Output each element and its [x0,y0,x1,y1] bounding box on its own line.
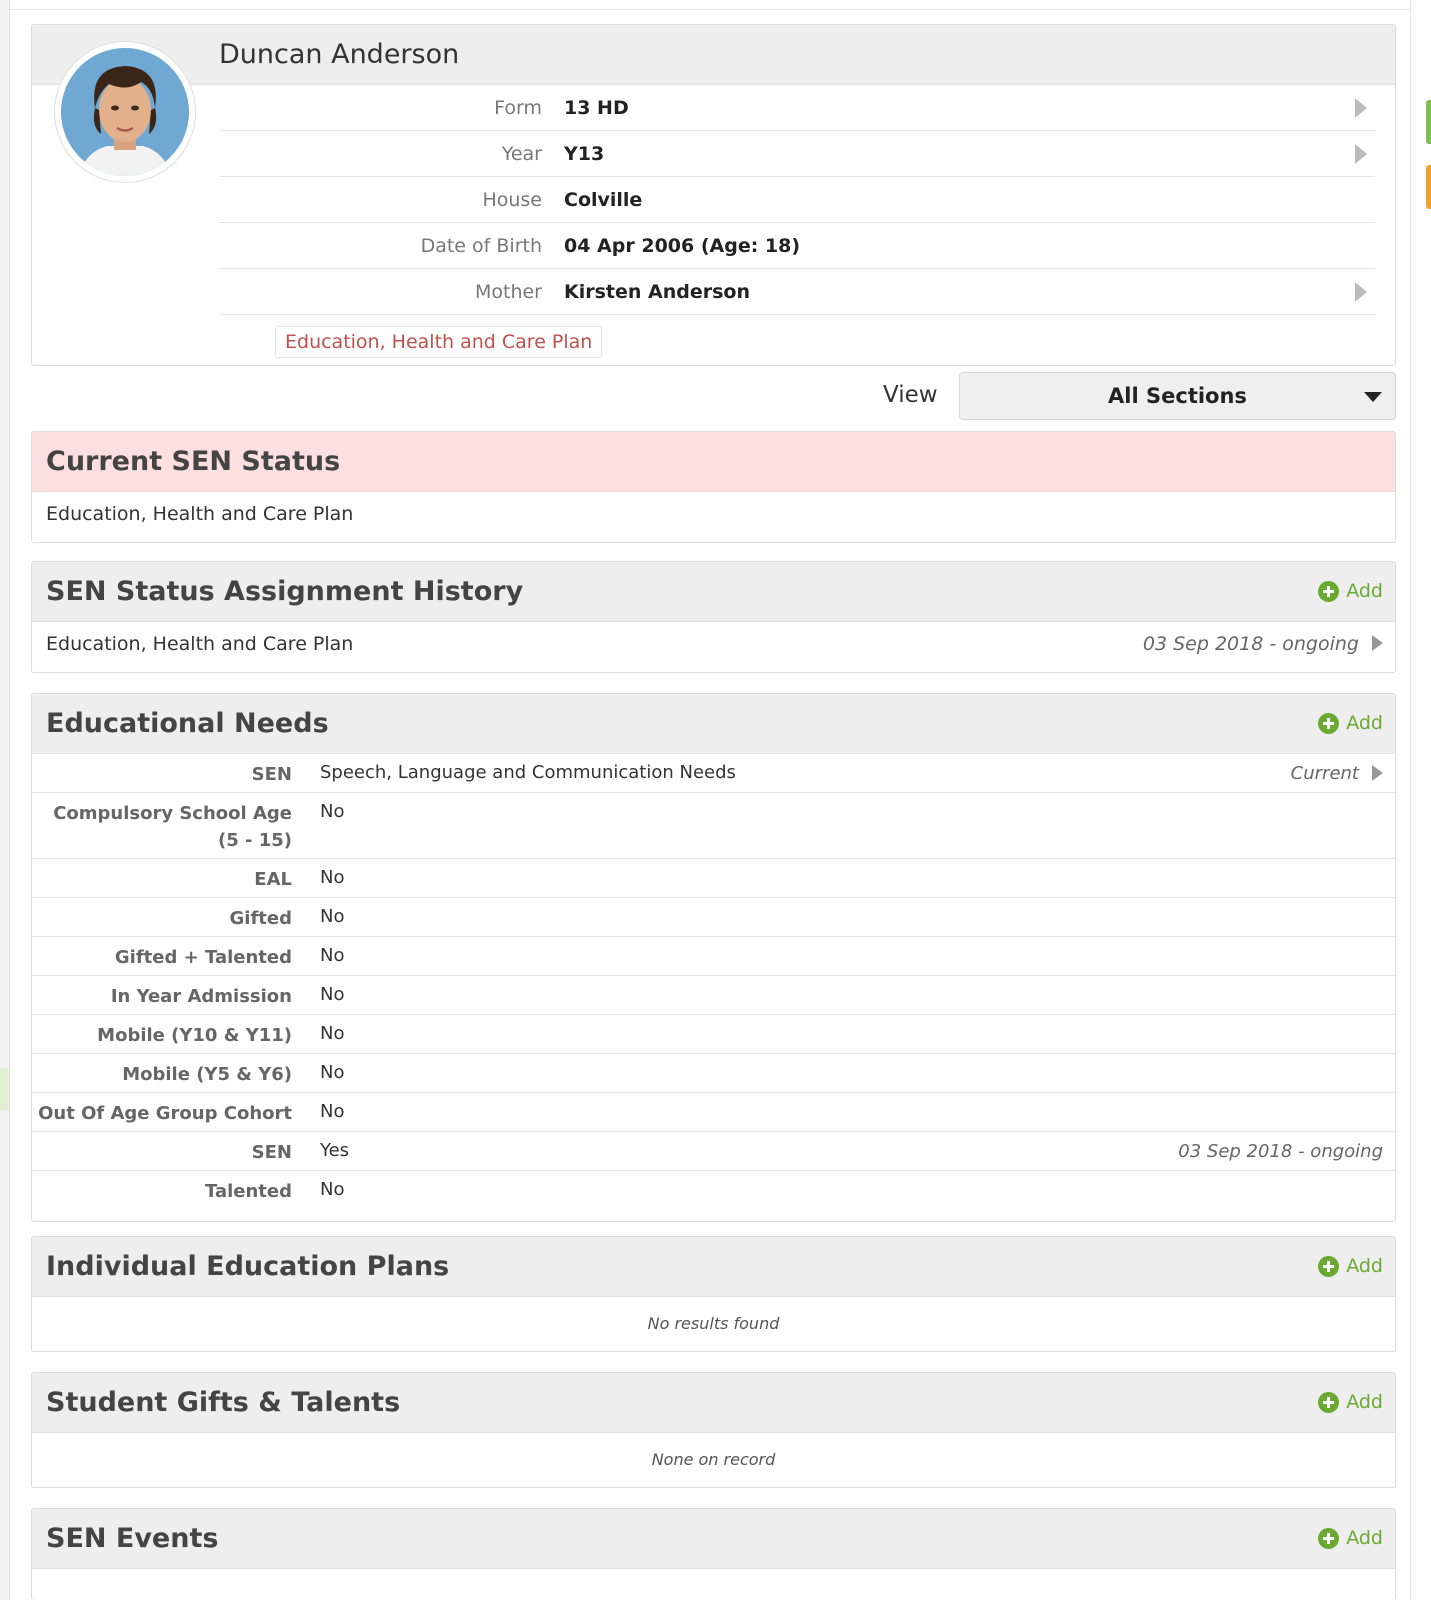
detail-row-form[interactable] [219,85,1375,131]
detail-label: Form [494,96,542,119]
add-label: Add [1346,1391,1383,1413]
add-educational-need-button[interactable] [1318,712,1383,734]
panel-header [32,562,1395,622]
need-value: Yes [320,1140,350,1161]
gifts-talents-panel [31,1372,1396,1488]
student-profile-card [31,24,1396,366]
student-details [219,85,1375,315]
add-label: Add [1346,712,1383,734]
sen-history-row[interactable] [32,622,1395,672]
educational-needs-panel [31,693,1396,1222]
detail-label: Year [501,142,542,165]
need-value: No [320,984,345,1005]
table-row [32,1093,1395,1132]
view-bar [31,372,1396,420]
table-row [32,1171,1395,1221]
student-avatar [54,41,196,183]
panel-header [32,432,1395,492]
need-label: Compulsory School Age (5 - 15) [53,803,292,851]
need-value: No [320,1179,345,1200]
sen-events-panel [31,1508,1396,1600]
add-gift-talent-button[interactable] [1318,1391,1383,1413]
add-label: Add [1346,580,1383,602]
current-sen-panel [31,431,1396,543]
need-label: SEN [251,764,292,785]
need-value: No [320,1062,345,1083]
panel-title: Current SEN Status [46,446,341,477]
top-divider [10,0,1410,10]
needs-table [32,754,1395,1221]
left-edge-marker [0,1068,8,1110]
ehcp-badge: Education, Health and Care Plan [275,326,602,358]
chevron-right-icon[interactable] [1355,144,1367,164]
right-edge-strip [1410,0,1431,1600]
caret-down-icon [1364,392,1382,402]
add-label: Add [1346,1255,1383,1277]
panel-title: Individual Education Plans [46,1251,450,1282]
table-row [32,937,1395,976]
detail-row-year[interactable] [219,131,1375,177]
plus-circle-icon [1318,713,1339,734]
add-sen-history-button[interactable] [1318,580,1383,602]
detail-value: 04 Apr 2006 (Age: 18) [564,234,801,257]
student-photo [61,48,189,176]
detail-label: House [482,188,542,211]
panel-title: SEN Events [46,1523,219,1554]
view-selected-value: All Sections [1108,384,1247,408]
need-label: Mobile (Y5 & Y6) [122,1064,292,1085]
need-value: No [320,945,345,966]
empty-message: None on record [651,1450,776,1469]
table-row[interactable] [32,754,1395,793]
table-row [32,1015,1395,1054]
panel-header [32,1509,1395,1569]
table-row [32,976,1395,1015]
plus-circle-icon [1318,581,1339,602]
chevron-right-icon[interactable] [1372,765,1383,781]
plus-circle-icon [1318,1256,1339,1277]
main-content [31,24,1396,1554]
need-status: Current [1290,763,1359,784]
detail-label: Mother [474,280,542,303]
sen-history-dates: 03 Sep 2018 - ongoing [1142,633,1359,655]
table-row [32,898,1395,937]
iep-panel [31,1236,1396,1352]
table-row [32,1054,1395,1093]
plus-circle-icon [1318,1528,1339,1549]
plus-circle-icon [1318,1392,1339,1413]
chevron-right-icon[interactable] [1372,635,1383,651]
need-label: Gifted [229,908,292,929]
detail-row-dob [219,223,1375,269]
current-sen-value: Education, Health and Care Plan [46,503,354,525]
panel-header [32,1237,1395,1297]
need-value: No [320,1023,345,1044]
view-label: View [883,382,938,408]
need-value: No [320,867,345,888]
table-row [32,859,1395,898]
add-iep-button[interactable] [1318,1255,1383,1277]
need-label: Talented [205,1181,292,1202]
empty-message: No results found [647,1314,780,1333]
detail-value: Y13 [564,142,605,165]
need-dates: 03 Sep 2018 - ongoing [1178,1141,1383,1162]
need-value: No [320,1101,345,1122]
detail-value: Colville [564,188,643,211]
orange-side-tab[interactable] [1426,165,1431,209]
add-sen-event-button[interactable] [1318,1527,1383,1549]
detail-value: 13 HD [564,96,629,119]
need-label: Out Of Age Group Cohort [38,1103,292,1124]
detail-row-mother[interactable] [219,269,1375,315]
table-row [32,1132,1395,1171]
green-side-tab[interactable] [1426,100,1431,144]
sen-history-panel [31,561,1396,673]
detail-row-house [219,177,1375,223]
need-value: No [320,906,345,927]
student-name: Duncan Anderson [219,39,460,70]
panel-header [32,1373,1395,1433]
panel-title: Educational Needs [46,708,329,739]
left-edge-strip [0,0,10,1600]
need-value: Speech, Language and Communication Needs [320,762,736,783]
table-row [32,793,1395,859]
sen-history-value: Education, Health and Care Plan [46,633,354,655]
need-label: EAL [254,869,292,890]
chevron-right-icon[interactable] [1355,98,1367,118]
detail-value: Kirsten Anderson [564,280,751,303]
add-label: Add [1346,1527,1383,1549]
need-label: In Year Admission [110,986,292,1007]
need-label: Gifted + Talented [114,947,292,968]
detail-label: Date of Birth [420,234,542,257]
view-section-select[interactable] [959,372,1396,420]
panel-header [32,694,1395,754]
need-label: SEN [251,1142,292,1163]
need-value: No [320,801,345,822]
need-label: Mobile (Y10 & Y11) [97,1025,292,1046]
chevron-right-icon[interactable] [1355,282,1367,302]
panel-title: SEN Status Assignment History [46,576,524,607]
panel-title: Student Gifts & Talents [46,1387,401,1418]
